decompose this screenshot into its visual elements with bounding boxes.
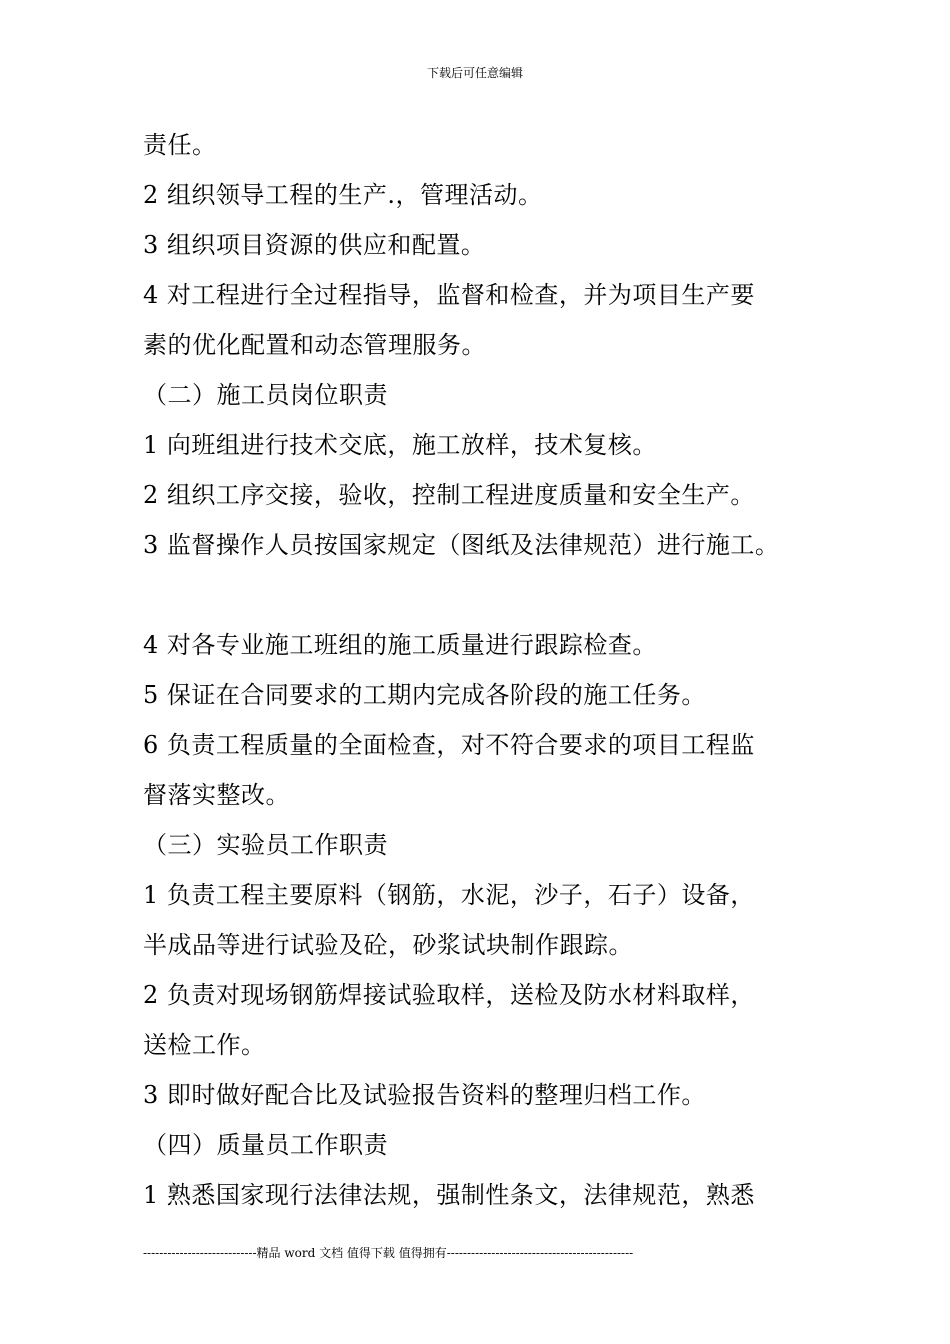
text-line: 4 对工程进行全过程指导，监督和检查，并为项目生产要 <box>143 281 755 309</box>
text-line: 2 负责对现场钢筋焊接试验取样，送检及防水材料取样， <box>143 981 755 1009</box>
text-line: 3 组织项目资源的供应和配置。 <box>143 231 486 259</box>
section-heading: （三）实验员工作职责 <box>143 831 388 859</box>
page-header: 下载后可任意编辑 <box>426 66 523 80</box>
page-footer: ----------------------------精品 word 文档 值得下载 值得拥有---------------------------------------------- <box>143 1246 634 1260</box>
text-line: 3 即时做好配合比及试验报告资料的整理归档工作。 <box>143 1081 706 1109</box>
text-line: 5 保证在合同要求的工期内完成各阶段的施工任务。 <box>143 681 706 709</box>
text-line: 1 负责工程主要原料（钢筋，水泥，沙子，石子）设备， <box>143 881 755 909</box>
text-line: 1 熟悉国家现行法律法规，强制性条文，法律规范，熟悉 <box>143 1181 755 1209</box>
text-line: 素的优化配置和动态管理服务。 <box>143 331 486 359</box>
text-line: 4 对各专业施工班组的施工质量进行跟踪检查。 <box>143 631 657 659</box>
text-line: 半成品等进行试验及砼，砂浆试块制作跟踪。 <box>143 931 633 959</box>
section-heading: （二）施工员岗位职责 <box>143 381 388 409</box>
section-heading: （四）质量员工作职责 <box>143 1131 388 1159</box>
text-line: 责任。 <box>143 131 217 159</box>
text-line: 送检工作。 <box>143 1031 266 1059</box>
text-line: 1 向班组进行技术交底，施工放样，技术复核。 <box>143 431 657 459</box>
text-line: 6 负责工程质量的全面检查，对不符合要求的项目工程监 <box>143 731 755 759</box>
text-line: 2 组织工序交接，验收，控制工程进度质量和安全生产。 <box>143 481 755 509</box>
text-line: 督落实整改。 <box>143 781 290 809</box>
text-line: 2 组织领导工程的生产.，管理活动。 <box>143 181 543 209</box>
text-line: 3 监督操作人员按国家规定（图纸及法律规范）进行施工。 <box>143 531 780 559</box>
